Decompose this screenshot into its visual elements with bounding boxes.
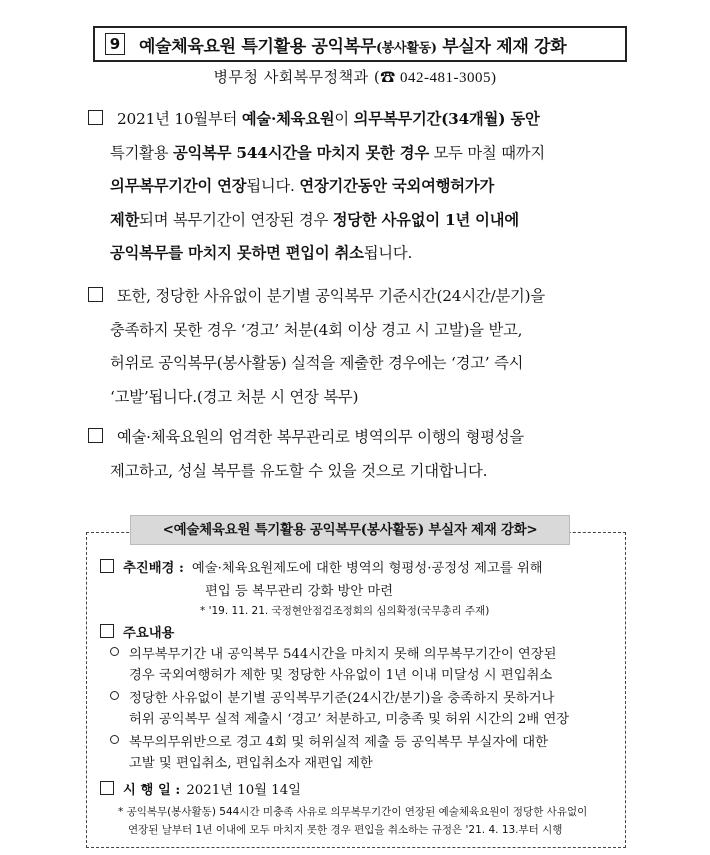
effective-date-row: [100, 779, 301, 798]
paragraph-line: 허위로 공익복무(봉사활동) 실적을 제출한 경우에는 ‘경고’ 즉시: [110, 354, 524, 372]
background-text: 편입 등 복무관리 강화 방안 마련: [205, 584, 394, 599]
text-bold: 연장기간동안 국외여행허가가: [299, 177, 495, 195]
text-bold: 예술·체육요원: [241, 110, 335, 128]
list-item-continued: 경우 국외여행허가 제한 및 정당한 사유없이 1년 이내 미달성 시 편입취소: [129, 668, 553, 683]
paragraph-3: [88, 421, 648, 488]
title-part-small: (봉사활동): [375, 40, 437, 56]
text: 또한, 정당한 사유없이 분기별 공익복무 기준시간(24시간/분기)을: [117, 287, 545, 305]
phone-icon: ☎: [380, 68, 396, 86]
text-bold: 공익복무를 마치지 못하면 편입이 취소: [110, 244, 364, 262]
item-number-badge: 9: [105, 33, 125, 55]
department-contact: [0, 66, 710, 87]
phone-number: 042-481-3005): [395, 70, 497, 86]
footnote: 연장된 날부터 1년 이내에 모두 마치지 못한 경우 편입을 취소하는 규정은 '21. 4. 13.부터 시행: [128, 824, 563, 836]
list-item: [110, 687, 554, 706]
paragraph-line: [88, 237, 648, 271]
text-bold: 제한: [110, 210, 140, 229]
text: 의무복무기간 내 공익복무 544시간을 마치지 못해 의무복무기간이 연장된: [129, 647, 557, 662]
title-part: 예술체육요원 특기활용 공익복무: [139, 36, 376, 57]
text: 됩니다.: [363, 244, 413, 262]
paragraph-line: [88, 280, 648, 314]
checkbox-square-icon: [88, 428, 103, 443]
background-text: 예술·체육요원제도에 대한 병역의 형평성·공정성 제고를 위해: [191, 561, 543, 576]
bullet-circle-icon: [110, 647, 119, 656]
list-item-continued: 허위 공익복무 실적 제출시 ‘경고’ 처분하고, 미충족 및 허위 시간의 2배 연장: [129, 712, 570, 727]
bullet-circle-icon: [110, 735, 119, 744]
paragraph-line: [88, 137, 648, 171]
text: 이: [334, 110, 354, 128]
paragraph-2: [88, 280, 648, 414]
department-name: 병무청 사회복무정책과 (: [213, 68, 381, 86]
text: 특기활용: [110, 143, 173, 162]
checkbox-square-icon: [100, 624, 114, 638]
effective-date: 2021년 10월 14일: [186, 783, 302, 798]
background-row: [100, 557, 543, 576]
paragraph-line: [88, 170, 648, 204]
page-title: [139, 32, 566, 57]
text: 모두 마칠 때까지: [428, 143, 545, 162]
paragraph-line: [88, 421, 648, 455]
text: 2021년 10월부터: [117, 110, 242, 128]
title-part: 부실자 제재 강화: [436, 36, 567, 57]
background-note: * '19. 11. 21. 국정현안점검조정회의 심의확정(국무총리 주재): [200, 605, 490, 617]
list-item: [110, 731, 548, 750]
contents-label: 주요내용: [123, 626, 175, 641]
text: 예술·체육요원의 엄격한 복무관리로 병역의무 이행의 형평성을: [117, 428, 524, 446]
list-item: [110, 643, 556, 662]
text: 됩니다.: [246, 177, 300, 195]
paragraph-line: [88, 103, 648, 137]
text-bold: 의무복무기간이 연장: [110, 177, 247, 195]
checkbox-square-icon: [100, 559, 114, 573]
paragraph-line: 제고하고, 성실 복무를 유도할 수 있을 것으로 기대합니다.: [110, 461, 488, 480]
bullet-circle-icon: [110, 691, 119, 700]
paragraph-line: ‘고발’됩니다.(경고 처분 시 연장 복무): [110, 387, 359, 406]
title-box: [93, 26, 627, 62]
paragraph-line: [88, 204, 648, 238]
checkbox-square-icon: [88, 110, 103, 125]
text-bold: 의무복무기간(34개월) 동안: [353, 110, 540, 128]
contents-row: [100, 622, 174, 641]
text: 정당한 사유없이 분기별 공익복무기준(24시간/분기)을 충족하지 못하거나: [129, 691, 555, 706]
text: 되며 복무기간이 연장된 경우: [139, 210, 333, 229]
text-bold: 정당한 사유없이 1년 이내에: [332, 210, 519, 229]
text-bold: 공익복무 544시간을 마치지 못한 경우: [172, 143, 429, 162]
summary-header: <예술체육요원 특기활용 공익복무(봉사활동) 부실자 제재 강화>: [130, 515, 570, 545]
text: 복무의무위반으로 경고 4회 및 허위실적 제출 등 공익복무 부실자에 대한: [129, 735, 548, 750]
paragraph-1: [88, 103, 648, 271]
footnote: * 공익복무(봉사활동) 544시간 미충족 사유로 의무복무기간이 연장된 예술체육요원이 정당한 사유없이: [118, 806, 588, 818]
checkbox-square-icon: [100, 781, 114, 795]
list-item-continued: 고발 및 편입취소, 편입취소자 재편입 제한: [129, 756, 373, 771]
checkbox-square-icon: [88, 287, 103, 302]
paragraph-line: 충족하지 못한 경우 ‘경고’ 처분(4회 이상 경고 시 고발)을 받고,: [110, 320, 523, 339]
background-label: 추진배경 :: [123, 561, 184, 576]
effective-label: 시 행 일 :: [123, 783, 181, 798]
